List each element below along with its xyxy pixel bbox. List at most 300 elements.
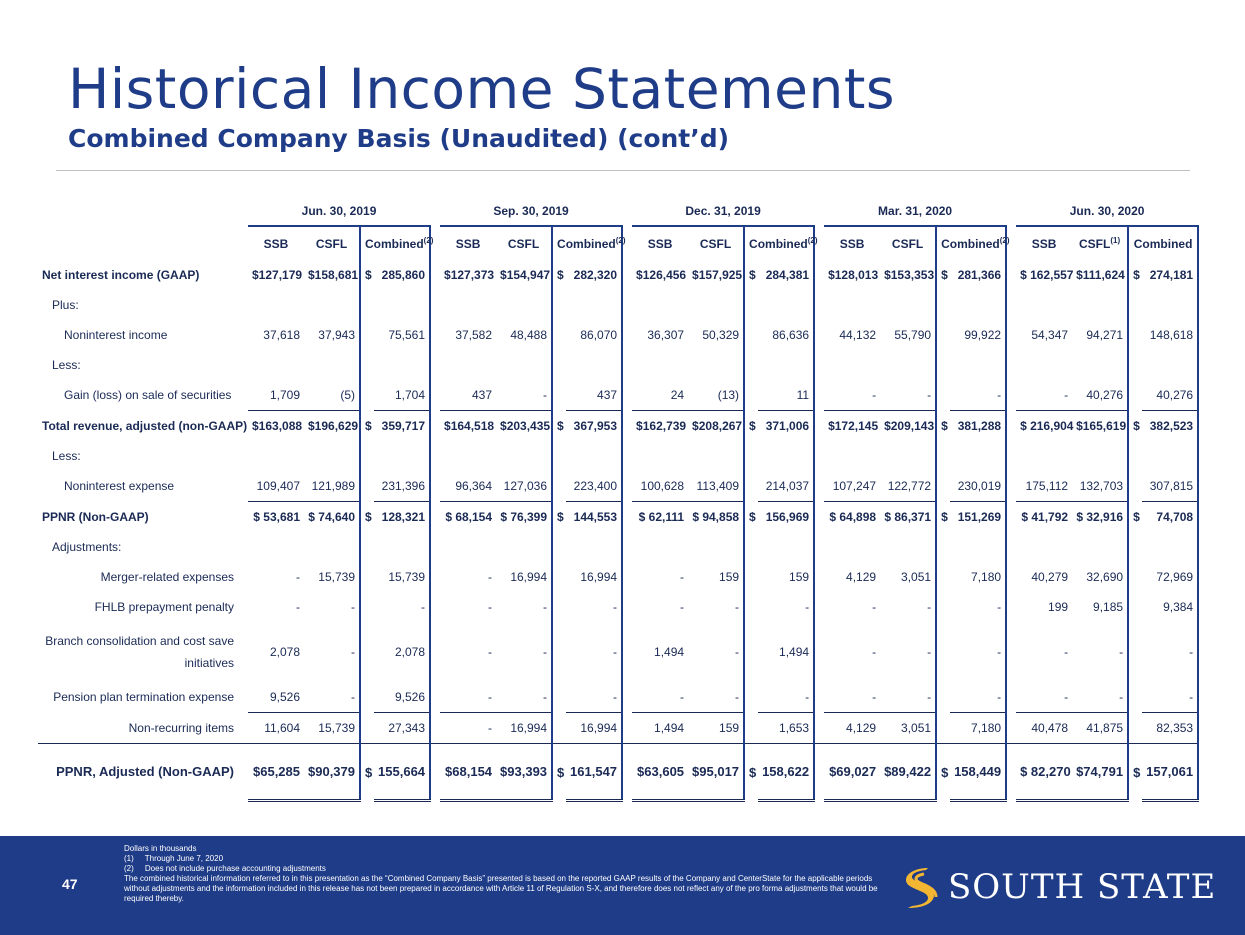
cell-ssb: 96,364	[455, 479, 493, 493]
cell-combined: 75,561	[374, 320, 430, 350]
cell-dollar	[744, 562, 758, 592]
cell-csfl: -	[543, 645, 548, 659]
cell-csfl: 9,185	[1093, 600, 1124, 614]
period-header: Mar. 31, 2020	[824, 197, 1006, 226]
cell-dollar	[360, 320, 374, 350]
cell-dollar	[744, 622, 758, 682]
column-header-ssb: SSB	[455, 236, 481, 251]
cell-combined: 274,181	[1142, 260, 1198, 290]
table-row	[38, 532, 1198, 562]
cell-dollar	[936, 562, 950, 592]
cell-combined: 382,523	[1142, 411, 1198, 442]
cell-dollar	[744, 380, 758, 411]
cell-combined: 159	[758, 562, 814, 592]
cell-csfl: 16,994	[510, 570, 548, 584]
cell-csfl: $196,629	[304, 411, 360, 442]
row-label: Non-recurring items	[128, 720, 234, 735]
cell-combined: 128,321	[374, 502, 430, 533]
cell-combined: -	[566, 682, 622, 713]
cell-csfl: -	[351, 690, 355, 704]
cell-ssb: -	[680, 690, 685, 704]
cell-csfl: $154,947	[500, 268, 551, 282]
cell-ssb: $ 53,681	[248, 502, 304, 533]
period-header: Jun. 30, 2020	[1016, 197, 1198, 226]
cell-ssb: 1,494	[654, 645, 685, 659]
cell-dollar: $	[552, 502, 566, 533]
cell-ssb: $172,145	[824, 411, 880, 442]
cell-dollar: $	[360, 502, 374, 533]
income-statement-table-wrapper	[38, 197, 1193, 802]
footer-bar	[0, 836, 1245, 935]
cell-dollar	[360, 562, 374, 592]
cell-ssb: -	[488, 600, 493, 614]
cell-ssb: -	[488, 570, 493, 584]
cell-ssb: 175,112	[1025, 479, 1069, 493]
column-header-csfl: CSFL	[507, 237, 540, 251]
cell-ssb: -	[1064, 645, 1069, 659]
cell-combined: 16,994	[566, 562, 622, 592]
row-label: Branch consolidation and cost save initiatives	[45, 634, 234, 670]
cell-ssb: 437	[472, 388, 493, 402]
cell-dollar	[1128, 320, 1142, 350]
cell-ssb: -	[872, 600, 877, 614]
cell-combined: 1,494	[758, 622, 814, 682]
south-state-s-logo-icon	[898, 864, 938, 910]
cell-ssb: $126,456	[636, 268, 687, 282]
cell-csfl: -	[927, 645, 932, 659]
table-row	[38, 290, 1198, 320]
cell-dollar	[552, 471, 566, 502]
cell-csfl: 159	[719, 570, 740, 584]
cell-csfl: $90,379	[304, 744, 360, 801]
cell-csfl: 94,271	[1086, 328, 1124, 342]
column-header-combined: Combined	[1133, 237, 1193, 251]
cell-ssb: 1,494	[632, 713, 688, 744]
cell-combined: 359,717	[374, 411, 430, 442]
cell-ssb: 1,709	[269, 388, 300, 402]
page-number: 47	[62, 876, 78, 892]
cell-combined: -	[758, 682, 814, 713]
page-title: Historical Income Statements	[68, 57, 896, 121]
cell-dollar	[936, 622, 950, 682]
cell-ssb: 4,129	[824, 713, 880, 744]
cell-dollar	[936, 713, 950, 744]
cell-combined: 161,547	[566, 744, 622, 801]
cell-ssb: 11,604	[248, 713, 304, 744]
cell-ssb: $ 62,111	[632, 502, 688, 533]
cell-ssb: $ 41,792	[1016, 502, 1072, 533]
cell-dollar: $	[552, 411, 566, 442]
cell-ssb: $69,027	[824, 744, 880, 801]
cell-dollar	[360, 592, 374, 622]
cell-ssb: -	[680, 570, 685, 584]
cell-combined: 1,704	[374, 380, 430, 411]
cell-dollar: $	[936, 502, 950, 533]
cell-ssb: $ 82,270	[1016, 744, 1072, 801]
cell-dollar	[1128, 471, 1142, 502]
cell-csfl: -	[927, 690, 932, 704]
cell-combined: 285,860	[374, 260, 430, 290]
cell-combined: -	[950, 622, 1006, 682]
cell-combined: 15,739	[374, 562, 430, 592]
table-row	[38, 744, 1198, 801]
page-subtitle: Combined Company Basis (Unaudited) (cont’d)	[68, 124, 730, 153]
cell-csfl: $ 76,399	[496, 502, 552, 533]
column-header-ssb: SSB	[647, 236, 673, 251]
cell-dollar: $	[360, 260, 374, 290]
cell-csfl: 113,409	[696, 479, 740, 493]
cell-combined: 282,320	[566, 260, 622, 290]
cell-dollar: $	[552, 744, 566, 801]
cell-dollar	[360, 380, 374, 411]
cell-dollar	[552, 592, 566, 622]
cell-ssb: $ 68,154	[440, 502, 496, 533]
cell-dollar	[552, 320, 566, 350]
cell-combined: -	[566, 622, 622, 682]
cell-combined: -	[950, 592, 1006, 622]
table-row	[38, 380, 1198, 411]
row-label: Total revenue, adjusted (non-GAAP)	[42, 418, 248, 433]
cell-ssb: -	[440, 713, 496, 744]
cell-combined: -	[1142, 682, 1198, 713]
cell-csfl: 48,488	[510, 328, 548, 342]
footnotes	[124, 844, 884, 904]
cell-ssb: -	[296, 570, 300, 584]
cell-ssb: -	[872, 645, 877, 659]
cell-combined: 214,037	[758, 471, 814, 502]
footnote: (2) Does not include purchase accounting adjustments	[124, 864, 326, 873]
cell-combined: 1,653	[758, 713, 814, 744]
cell-ssb: -	[1064, 388, 1069, 402]
cell-ssb: 100,628	[640, 479, 685, 493]
cell-ssb: -	[488, 645, 493, 659]
cell-ssb: -	[296, 600, 300, 614]
table-row	[38, 562, 1198, 592]
cell-ssb: $163,088	[248, 411, 304, 442]
cell-ssb: 44,132	[839, 328, 877, 342]
cell-dollar	[360, 471, 374, 502]
cell-csfl: $165,619	[1072, 411, 1128, 442]
cell-combined: 437	[566, 380, 622, 411]
column-header-combined: Combined	[557, 237, 616, 251]
column-header-csfl: CSFL	[315, 237, 348, 251]
cell-csfl: $74,791	[1072, 744, 1128, 801]
cell-dollar: $	[1128, 411, 1142, 442]
table-row	[38, 350, 1198, 380]
cell-csfl: 41,875	[1072, 713, 1128, 744]
logo-text: SOUTH STATE	[948, 867, 1217, 907]
cell-ssb: $128,013	[828, 268, 879, 282]
cell-ssb: 2,078	[269, 645, 300, 659]
cell-combined: 381,288	[950, 411, 1006, 442]
cell-ssb: -	[488, 690, 493, 704]
cell-combined: 284,381	[758, 260, 814, 290]
column-header-ssb: SSB	[1031, 236, 1057, 251]
cell-dollar	[744, 713, 758, 744]
column-header-csfl: CSFL	[891, 237, 924, 251]
cell-dollar: $	[744, 744, 758, 801]
cell-csfl: $153,353	[884, 268, 935, 282]
column-header-ssb: SSB	[263, 236, 289, 251]
cell-csfl: $111,624	[1076, 268, 1125, 282]
cell-csfl: $89,422	[880, 744, 936, 801]
cell-csfl: 127,036	[503, 479, 548, 493]
cell-combined: 371,006	[758, 411, 814, 442]
cell-ssb: 37,618	[263, 328, 300, 342]
cell-ssb: -	[872, 388, 877, 402]
period-header: Sep. 30, 2019	[440, 197, 622, 226]
row-label: Net interest income (GAAP)	[42, 268, 200, 282]
cell-csfl: $95,017	[688, 744, 744, 801]
cell-ssb: $ 64,898	[824, 502, 880, 533]
cell-dollar	[1128, 622, 1142, 682]
cell-combined: 82,353	[1142, 713, 1198, 744]
cell-ssb: $68,154	[440, 744, 496, 801]
table-row	[38, 682, 1198, 713]
row-label: Merger-related expenses	[100, 570, 234, 584]
cell-dollar	[1128, 562, 1142, 592]
cell-ssb: 40,279	[1031, 570, 1069, 584]
cell-ssb: $65,285	[248, 744, 304, 801]
cell-combined: 27,343	[374, 713, 430, 744]
column-header-combined: Combined	[749, 237, 808, 251]
cell-ssb: 36,307	[647, 328, 685, 342]
cell-csfl: $157,925	[692, 268, 743, 282]
cell-csfl: 32,690	[1086, 570, 1124, 584]
cell-csfl: $208,267	[688, 411, 744, 442]
cell-dollar: $	[360, 744, 374, 801]
column-footnote-marker: (2)	[423, 236, 434, 245]
cell-dollar	[552, 622, 566, 682]
cell-ssb: -	[1064, 690, 1069, 704]
cell-csfl: $ 32,916	[1072, 502, 1128, 533]
table-row	[38, 713, 1198, 744]
period-header-row	[38, 197, 1198, 226]
cell-combined: 231,396	[374, 471, 430, 502]
cell-csfl: 121,989	[311, 479, 355, 493]
cell-csfl: -	[735, 645, 740, 659]
cell-combined: 367,953	[566, 411, 622, 442]
cell-dollar: $	[1128, 260, 1142, 290]
cell-dollar	[744, 471, 758, 502]
cell-csfl: -	[351, 645, 355, 659]
row-label: Noninterest expense	[64, 479, 175, 494]
cell-csfl: 15,739	[304, 713, 360, 744]
row-label: Plus:	[52, 298, 79, 312]
table-row	[38, 320, 1198, 350]
cell-csfl: (13)	[717, 388, 740, 402]
cell-dollar	[744, 592, 758, 622]
row-label: Less:	[52, 449, 81, 463]
cell-dollar	[744, 320, 758, 350]
cell-dollar	[1128, 682, 1142, 713]
table-row	[38, 471, 1198, 502]
cell-dollar: $	[1128, 502, 1142, 533]
cell-csfl: $ 94,858	[688, 502, 744, 533]
cell-combined: 307,815	[1142, 471, 1198, 502]
period-header: Dec. 31, 2019	[632, 197, 814, 226]
cell-dollar: $	[936, 411, 950, 442]
cell-ssb: 9,526	[269, 690, 300, 704]
row-label: Gain (loss) on sale of securities	[64, 388, 232, 403]
cell-dollar	[360, 682, 374, 713]
column-footnote-marker: (2)	[807, 236, 818, 245]
column-header-combined: Combined	[365, 237, 424, 251]
cell-csfl: -	[735, 600, 740, 614]
cell-dollar	[936, 592, 950, 622]
cell-combined: 86,636	[758, 320, 814, 350]
cell-csfl: -	[351, 600, 355, 614]
cell-csfl: -	[543, 388, 548, 402]
cell-dollar: $	[744, 411, 758, 442]
cell-combined: 148,618	[1142, 320, 1198, 350]
cell-combined: 156,969	[758, 502, 814, 533]
cell-dollar	[552, 562, 566, 592]
cell-csfl: 55,790	[894, 328, 932, 342]
cell-combined: -	[950, 682, 1006, 713]
cell-csfl: 37,943	[318, 328, 355, 342]
cell-dollar	[936, 471, 950, 502]
cell-ssb: 107,247	[832, 479, 877, 493]
cell-dollar	[552, 380, 566, 411]
cell-combined: 7,180	[950, 562, 1006, 592]
cell-csfl: 3,051	[880, 713, 936, 744]
cell-ssb: 24	[670, 388, 685, 402]
cell-csfl: 16,994	[496, 713, 552, 744]
cell-dollar: $	[552, 260, 566, 290]
cell-dollar	[552, 713, 566, 744]
cell-dollar: $	[936, 260, 950, 290]
column-header-ssb: SSB	[839, 236, 865, 251]
cell-ssb: $162,739	[632, 411, 688, 442]
cell-ssb: 37,582	[455, 328, 493, 342]
cell-dollar	[744, 682, 758, 713]
column-header-csfl: CSFL	[1079, 237, 1111, 251]
cell-ssb: 109,407	[256, 479, 300, 493]
cell-csfl: -	[1119, 690, 1124, 704]
cell-csfl: $209,143	[880, 411, 936, 442]
title-divider	[56, 170, 1190, 171]
cell-csfl: -	[927, 388, 932, 402]
cell-dollar	[552, 682, 566, 713]
row-label: Less:	[52, 358, 81, 372]
cell-dollar: $	[744, 502, 758, 533]
column-footnote-marker: (2)	[999, 236, 1010, 245]
row-label: PPNR, Adjusted (Non-GAAP)	[38, 744, 238, 801]
cell-ssb: $ 162,557	[1020, 268, 1074, 282]
table-row	[38, 441, 1198, 471]
table-row	[38, 260, 1198, 290]
cell-combined: 157,061	[1142, 744, 1198, 801]
cell-ssb: 4,129	[846, 570, 877, 584]
table-row	[38, 622, 1198, 682]
cell-combined: 230,019	[950, 471, 1006, 502]
cell-combined: 144,553	[566, 502, 622, 533]
cell-dollar	[1128, 380, 1142, 411]
table-row	[38, 411, 1198, 442]
cell-csfl: $158,681	[308, 268, 359, 282]
cell-csfl: -	[735, 690, 740, 704]
south-state-logo	[898, 864, 1216, 910]
cell-ssb: -	[680, 600, 685, 614]
footnote: Dollars in thousands	[124, 844, 197, 853]
cell-combined: -	[950, 380, 1006, 411]
cell-csfl: $93,393	[496, 744, 552, 801]
cell-csfl: 50,329	[702, 328, 740, 342]
column-footnote-marker: (2)	[615, 236, 626, 245]
column-header-row	[38, 226, 1198, 260]
cell-csfl: 159	[688, 713, 744, 744]
cell-csfl: 3,051	[901, 570, 932, 584]
table-row	[38, 502, 1198, 533]
cell-dollar	[936, 380, 950, 411]
cell-csfl: 122,772	[887, 479, 932, 493]
cell-csfl: $203,435	[496, 411, 552, 442]
cell-dollar: $	[360, 411, 374, 442]
cell-combined: -	[1142, 622, 1198, 682]
income-statement-table	[38, 197, 1199, 802]
cell-csfl: (5)	[340, 388, 355, 402]
cell-ssb: 199	[1048, 600, 1069, 614]
cell-combined: 223,400	[566, 471, 622, 502]
cell-csfl: 132,703	[1079, 479, 1124, 493]
cell-combined: 72,969	[1142, 562, 1198, 592]
row-label: FHLB prepayment penalty	[94, 600, 234, 614]
cell-dollar	[360, 622, 374, 682]
cell-combined: 9,384	[1142, 592, 1198, 622]
footnote: The combined historical information referred to in this presentation as the “Combined Company Basis” presented is based on the reported GAAP results of the Company and CenterState for the applicable periods without adjustments and the information included in this release has not been prepared in accordance with Article 11 of Regulation S-X, and therefore does not reflect any of the pro forma adjustments that would be required thereby.	[124, 874, 878, 903]
cell-combined: 281,366	[950, 260, 1006, 290]
cell-csfl: 40,276	[1086, 388, 1124, 402]
cell-ssb: 54,347	[1031, 328, 1069, 342]
row-label: Pension plan termination expense	[53, 690, 234, 705]
column-header-csfl: CSFL	[699, 237, 732, 251]
cell-csfl: -	[543, 600, 548, 614]
cell-combined: 86,070	[566, 320, 622, 350]
cell-combined: 7,180	[950, 713, 1006, 744]
column-header-combined: Combined	[941, 237, 1000, 251]
cell-dollar	[1128, 592, 1142, 622]
cell-ssb: $127,179	[252, 268, 303, 282]
cell-ssb: $127,373	[444, 268, 495, 282]
cell-combined: -	[374, 592, 430, 622]
period-header: Jun. 30, 2019	[248, 197, 430, 226]
cell-dollar	[936, 320, 950, 350]
cell-csfl: -	[1119, 645, 1124, 659]
cell-combined: 151,269	[950, 502, 1006, 533]
cell-dollar: $	[936, 744, 950, 801]
row-label: PPNR (Non-GAAP)	[42, 509, 149, 524]
cell-ssb: $63,605	[632, 744, 688, 801]
cell-combined: 11	[758, 380, 814, 411]
cell-combined: 155,664	[374, 744, 430, 801]
cell-combined: 2,078	[374, 622, 430, 682]
cell-csfl: -	[927, 600, 932, 614]
table-row	[38, 592, 1198, 622]
cell-ssb: $ 216,904	[1016, 411, 1072, 442]
cell-dollar: $	[744, 260, 758, 290]
cell-csfl: -	[543, 690, 548, 704]
cell-combined: 40,276	[1142, 380, 1198, 411]
cell-ssb: 40,478	[1016, 713, 1072, 744]
cell-ssb: $164,518	[440, 411, 496, 442]
row-label: Noninterest income	[64, 328, 168, 342]
cell-dollar	[936, 682, 950, 713]
cell-combined: 9,526	[374, 682, 430, 713]
cell-combined: 74,708	[1142, 502, 1198, 533]
cell-dollar: $	[1128, 744, 1142, 801]
cell-combined: 16,994	[566, 713, 622, 744]
